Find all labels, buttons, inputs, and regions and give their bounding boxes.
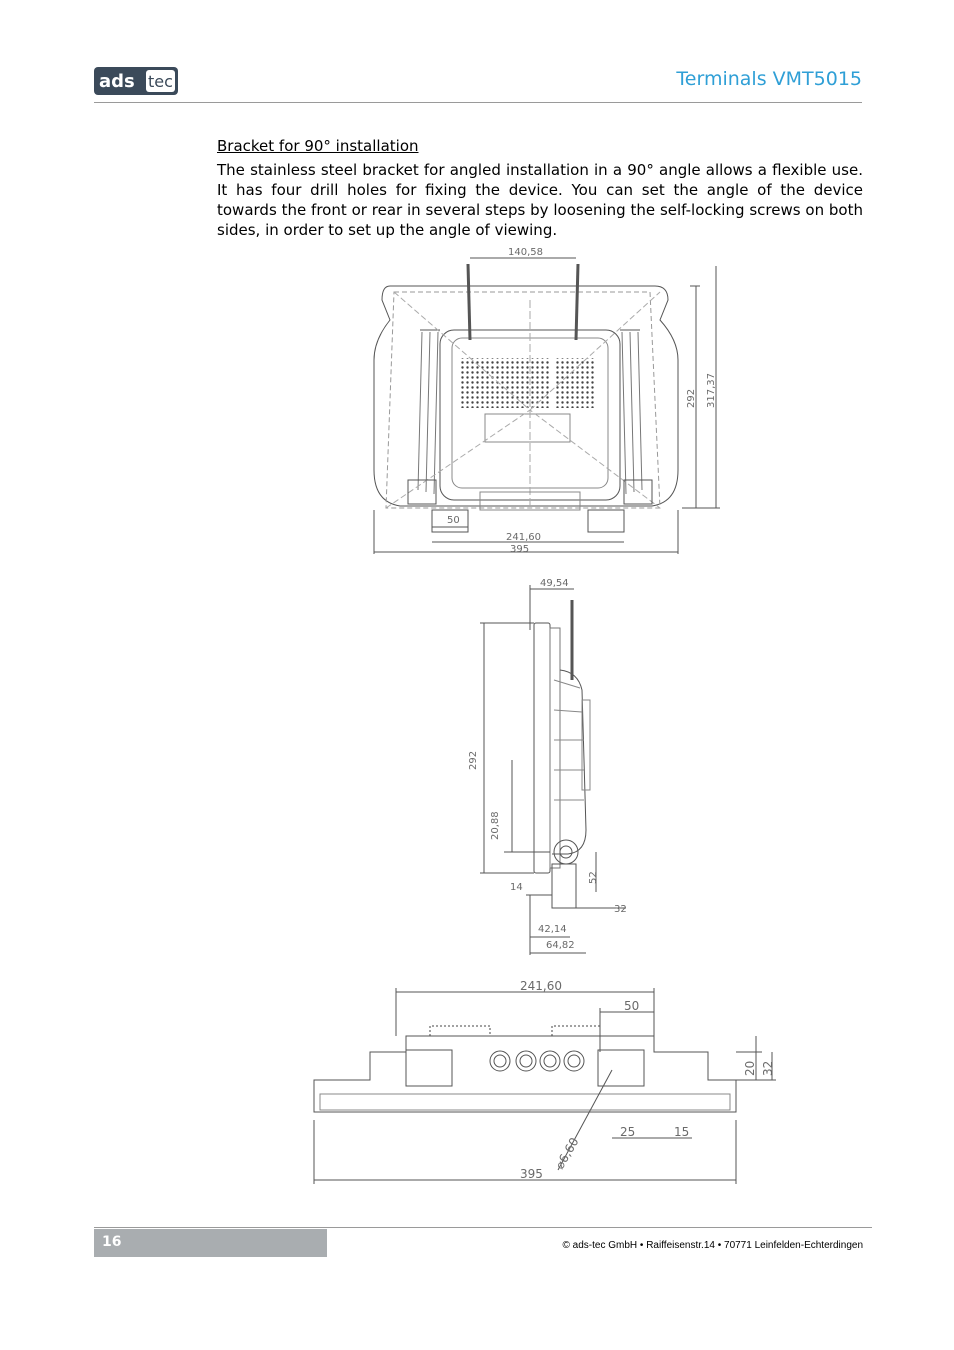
page-number: 16	[102, 1234, 122, 1250]
footer-divider	[94, 1227, 872, 1228]
dim-25: 25	[620, 1125, 636, 1139]
dim-49-54: 49,54	[540, 578, 569, 589]
ads-tec-logo	[94, 67, 178, 95]
dim-52: 52	[588, 871, 599, 884]
dim-292-side: 292	[468, 750, 479, 770]
bottom-view-drawing	[314, 988, 776, 1184]
section-heading: Bracket for 90° installation	[217, 137, 419, 155]
side-view-drawing	[480, 585, 626, 955]
header-divider	[94, 102, 862, 103]
dim-292: 292	[686, 388, 697, 408]
dimension-drawings	[290, 240, 810, 1200]
dim-20-bottom: 20	[743, 1060, 757, 1076]
vent-grid	[460, 358, 595, 408]
dim-241-60-bottom: 241,60	[520, 979, 562, 993]
dim-diameter-6-60: ⌀6,60	[552, 1135, 582, 1172]
dim-42-14: 42,14	[538, 924, 567, 935]
document-title: Terminals VMT5015	[676, 68, 862, 90]
dim-32-bottom: 32	[761, 1060, 775, 1076]
dim-140-58: 140,58	[508, 247, 543, 258]
dim-14: 14	[510, 882, 523, 893]
footer-copyright: © ads-tec GmbH • Raiffeisenstr.14 • 70771 Leinfelden-Echterdingen	[562, 1240, 863, 1251]
section-body: The stainless steel bracket for angled installation in a 90° angle allows a flexible use. It has four drill holes for fixing the device. You can set the angle of the device towards the front or rear in several steps by loosening the self-locking screws on both sides, in order to set up the angle of viewing.	[217, 161, 863, 239]
dim-64-82: 64,82	[546, 940, 575, 951]
dim-50-bottom: 50	[624, 999, 640, 1013]
rear-view-drawing	[374, 258, 720, 554]
dim-395-rear: 395	[510, 544, 530, 555]
dim-50-rear: 50	[447, 515, 460, 526]
svg-text:tec: tec	[148, 72, 173, 91]
dim-32-side: 32	[614, 904, 627, 915]
svg-text:ads: ads	[99, 71, 135, 92]
dim-395-bottom: 395	[520, 1167, 543, 1181]
dim-15: 15	[674, 1125, 690, 1139]
dim-20-88: 20,88	[490, 811, 501, 840]
page-number-box	[94, 1229, 327, 1257]
dim-241-60-rear: 241,60	[506, 532, 541, 543]
dim-317-37: 317,37	[706, 373, 717, 408]
